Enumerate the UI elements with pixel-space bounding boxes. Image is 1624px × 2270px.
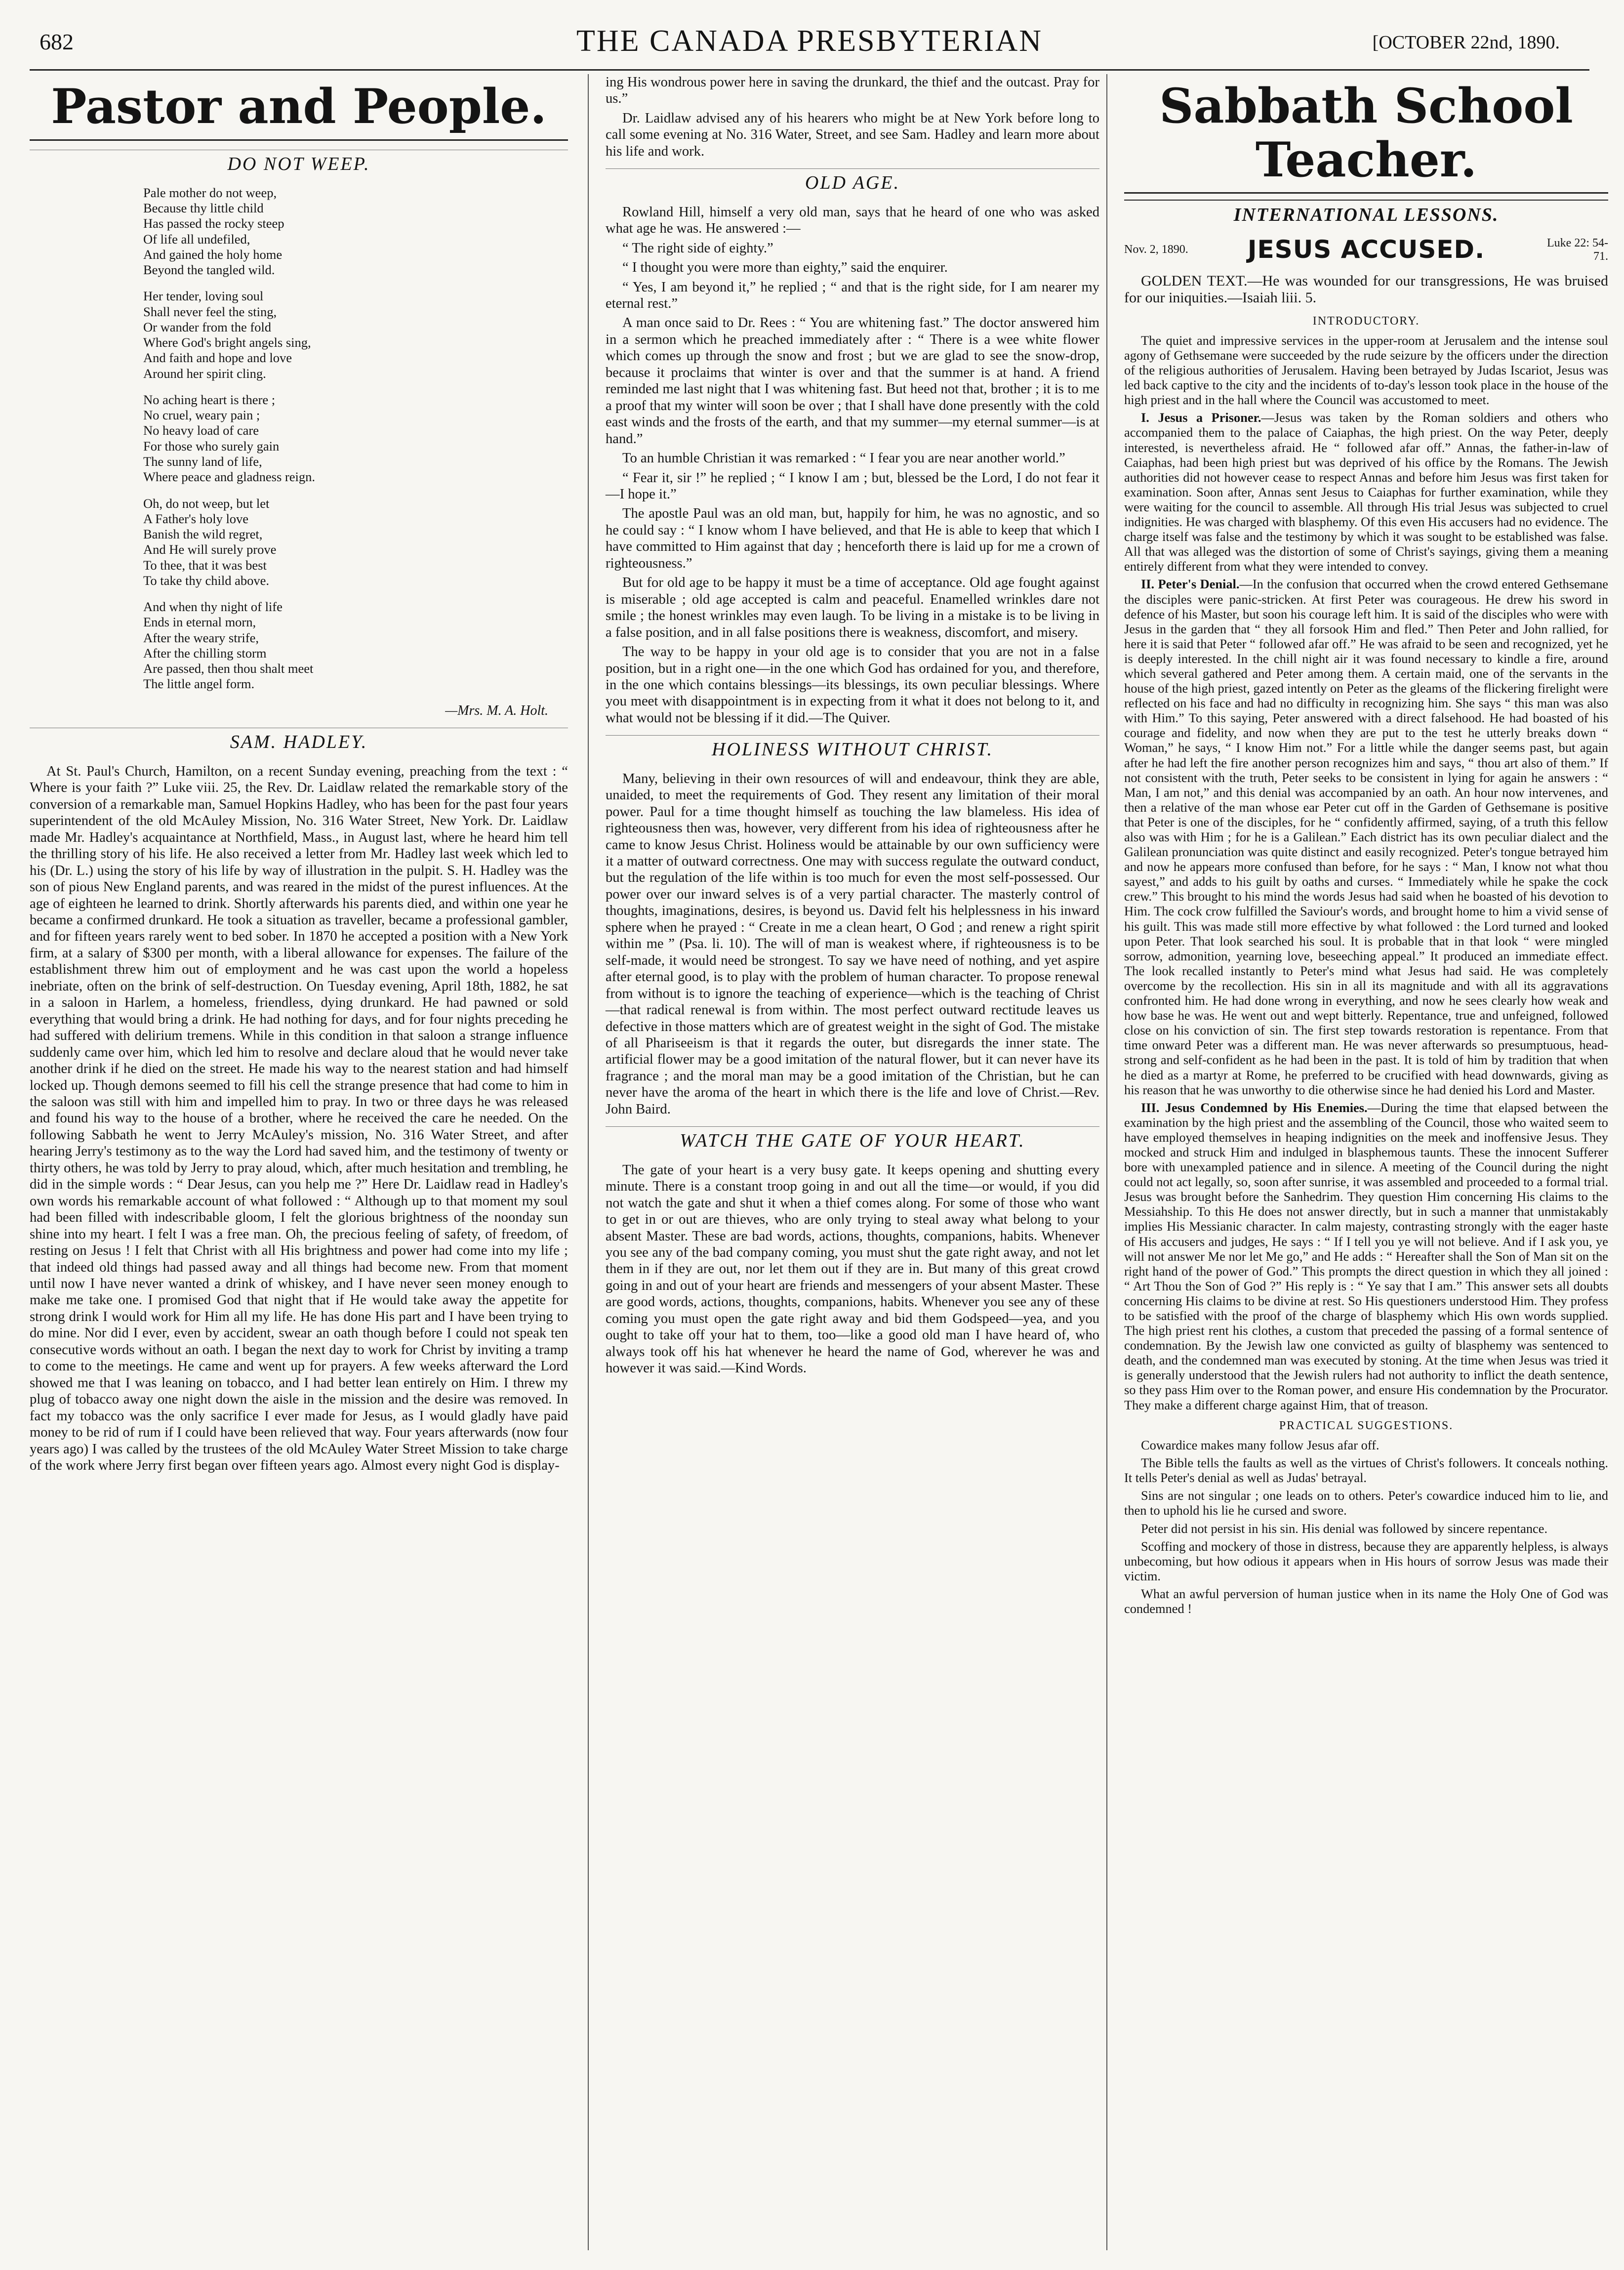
section-lead: I. Jesus a Prisoner. — [1141, 410, 1261, 425]
article-paragraph: But for old age to be happy it must be a time of acceptance. Old age fought against is miserable ; old age accepted is calm and peaceful. Enamelled wrinkles dare not smile ; the honest wrinkles may even laugh. To be living in a mistake is to be living in a false position, and in all false positions there is weakness, discomfort, and misery. — [606, 575, 1099, 640]
article-paragraph: A man once said to Dr. Rees : “ You are whitening fast.” The doctor answered him in a sermon which he preached immediately after : “ There is a wee white flower which comes up through the snow and frost ; but we are glad to see the snow-drop, because it proclaims that winter is over and that the summer is at hand. A friend reminded me last night that I was whitening fast. But heed not that, brother ; it is to me a proof that my winter will soon be over ; that I shall have done presently with the cold east winds and the frosts of the earth, and that my summer—my eternal summer—is at hand.” — [606, 315, 1099, 447]
poem-line: Because thy little child — [143, 201, 264, 216]
column-middle — [588, 74, 1099, 2250]
lesson-section — [1124, 577, 1608, 1097]
suggestion: Scoffing and mockery of those in distress, because they are apparently helpless, is always unbecoming, but how odious it appears when in His hours of sorrow Jesus was made their victim. — [1124, 1538, 1608, 1583]
poem-title: DO NOT WEEP. — [30, 150, 568, 178]
lesson-section — [1124, 410, 1608, 574]
poem-line: Where peace and gladness reign. — [143, 469, 316, 485]
article-title: HOLINESS WITHOUT CHRIST. — [606, 735, 1099, 763]
poem-line: A Father's holy love — [143, 511, 249, 526]
suggestion: What an awful perversion of human justice when in its name the Holy One of God was condemned ! — [1124, 1586, 1608, 1616]
section-heading: Sabbath School Teacher. — [1124, 79, 1608, 194]
article-paragraph: The gate of your heart is a very busy gate. It keeps opening and shutting every minute. There is a constant troop going in and out all the time—or would, if you did not watch the gate and shut it when a thief comes along. For some of those who want to get in or out are thieves, who are only trying to steal away what belong to your absent Master. These are bad words, actions, thoughts, companions, habits. Whenever you see any of the bad company coming, you must shut the gate right away, and not let them in if they are out, nor let them out if they are in. But many of this great crowd going in and out of your heart are friends and messengers of your absent Master. These are good words, actions, thoughts, companions, habits. Whenever you see any of these coming you must open the gate right away and bid them Godspeed—yea, and you ought to take off your hat to them, too—like a good old man I have heard of, who always took off his hat whenever he heard the name of God, wherever he was and however it was said.—Kind Words. — [606, 1162, 1099, 1376]
poem-line: Oh, do not weep, but let — [143, 495, 270, 511]
article-title: OLD AGE. — [606, 168, 1099, 197]
newspaper-title: THE CANADA PRESBYTERIAN — [576, 24, 1043, 58]
article-paragraph: The quiet and impressive services in the upper-room at Jerusalem and the intense soul agony of Gethsemane were succeeded by the rude seizure by the officers under the direction of the religious authorities of Jerusalem. Having been betrayed by Judas Iscariot, Jesus was led back captive to the city and the incidents of to-day's lesson took place in the house of the high priest and in the hall where the Council was accustomed to meet. — [1124, 332, 1608, 408]
international-lessons-heading: INTERNATIONAL LESSONS. — [1124, 200, 1608, 226]
poem-line: Or wander from the fold — [143, 319, 272, 334]
article-paragraph: At St. Paul's Church, Hamilton, on a recent Sunday evening, preaching from the text : “ Where is your faith ?” Luke viii. 25, the Rev. Dr. Laidlaw related the remarkable story of the conversion of a remarkable man, Samuel Hopkins Hadley, who has been for the past four years superintendent of the old McAuley Mission, No. 316 Water Street, New York. Dr. Laidlaw made Mr. Hadley's acquaintance at Northfield, Mass., in August last, where he heard him tell the thrilling story of his life. He also received a letter from Mr. Hadley last week which led to his (Dr. L.) using the story of his life by way of illustration in the pulpit. S. H. Hadley was the son of pious New England parents, and was reared in the midst of the purest influences. At the age of eighteen he learned to drink. Shortly afterwards his parents died, and within one year he became a confirmed drunkard. He took a situation as traveller, became a professional gambler, and for fifteen years rarely went to bed sober. In 1870 he accepted a position with a New York firm, at a salary of $300 per month, with a liberal allowance for expenses. The failure of the establishment threw him out of employment and he was cast upon the world a hopeless inebriate, often on the brink of self-destruction. On Tuesday evening, April 18th, 1882, he sat in a saloon in Harlem, a homeless, friendless, dying drunkard. He had pawned or sold everything that would bring a drink. He had nothing for days, and for four nights preceding he had suffered with delirium tremens. While in this condition in that saloon a strange influence suddenly came over him, which led him to resolve and declare aloud that he would never take another drink if he died on the street. He made his way to the nearest station and had himself locked up. Though demons seemed to fill his cell the strange presence that had come to him in the saloon was still with him and impelled him to pray. In two or three days he was released and found his way to the house of a brother, where he received the care he needed. On the following Sabbath he went to Jerry McAuley's mission, No. 316 Water Street, and after hearing Jerry's testimony as to the way the Lord had saved him, and the testimony of twenty or thirty others, he was told by Jerry to pray aloud, which, after much hesitation and trembling, he did in the simple words : “ Dear Jesus, can you help me ?” Here Dr. Laidlaw read in Hadley's own words his remarkable account of what followed : “ Although up to that moment my soul had been filled with indescribable gloom, I felt the glorious brightness of the noonday sun shine into my heart. I felt I was a free man. Oh, the precious feeling of safety, of freedom, of resting on Jesus ! I felt that Christ with all His brightness and power had come into my life ; that indeed old things had passed away and all things had become new. From that moment until now I have never wanted a drink of whiskey, and I have never seen money enough to make me take one. I promised God that night that if He would take away the appetite for strong drink I would work for Him all my life. He has done His part and I have been trying to do mine. Nor did I ever, even by accident, swear an oath though before I could not speak ten consecutive words without an oath. I began the next day to work for Christ by inviting a tramp to come to the meetings. He came and went up for prayers. A few weeks afterward the Lord showed me that I was leaning on tobacco, and I had better lean entirely on Him. I threw my plug of tobacco away one night down the aisle in the mission and the desire was removed. In fact my tobacco was the only sacrifice I ever made for Jesus, as I would gladly have paid money to be rid of rum if I could have been relieved that way. Four years afterwards (now four years ago) I was called by the trustees of the old McAuley Water Street Mission to take charge of the work where Jerry first began over fifteen years ago. Almost every night God is display- — [30, 763, 568, 1473]
article-title: SAM. HADLEY. — [30, 728, 568, 756]
masthead — [30, 20, 1589, 71]
poem-line: No cruel, weary pain ; — [143, 408, 260, 423]
poem-line: To thee, that it was best — [143, 557, 267, 573]
section-text: —During the time that elapsed between the examination by the high priest and the assembling of the Council, those who waited seem to have employed themselves in heaping indignities on the meek and inoffensive Jesus. They mocked and struck Him and indulged in blasphemous taunts. These the innocent Sufferer bore with unexampled patience and in silence. A meeting of the Council during the night could not act legally, so, soon after sunrise, it was assembled and proceeded to a formal trial. Jesus was brought before the Sanhedrim. They question Him concerning His claims to the Messiahship. To this He does not answer directly, but in such a manner that unmistakably implies His Messianic character. In calm majesty, contrasting strongly with the eager haste of His accusers and judges, He says : “ If I tell you ye will not believe. And if I ask you, ye will not answer Me nor let Me go,” and He adds : “ Hereafter shall the Son of Man sit on the right hand of the power of God.” This prompts the direct question in which they all joined : “ Art Thou the Son of God ?” His reply is : “ Ye say that I am.” This answer sets all doubts concerning His claims to be divine at rest. So His questioners understood Him. They profess to be satisfied with the proof of the charge of blasphemy which His own words supplied. The high priest rent his clothes, a custom that preceded the passing of a formal sentence of condemnation. By the Jewish law one convicted as guilty of blasphemy was sentenced to death, and the condemned man was executed by stoning. At the time when Jesus was tried it is generally understood that the Jewish rulers had not authority to inflict the death sentence, so they pass Him over to the Roman power, and ensure His condemnation by the Procurator. They make a different charge against Him, that of treason. — [1124, 1100, 1608, 1412]
article-paragraph: To an humble Christian it was remarked : “ I fear you are near another world.” — [622, 451, 1065, 466]
section-heading: Pastor and People. — [30, 79, 568, 141]
poem-line: Are passed, then thou shalt meet — [143, 661, 314, 676]
stanza — [143, 392, 568, 485]
lesson-reference: Luke 22: 54-71. — [1547, 237, 1608, 263]
section-text: —Jesus was taken by the Roman soldiers and others who accompanied them to the palace of Caiaphas, the high priest. On the way Peter, deeply interested, is nevertheless afraid. He “ followed afar off.” Annas, the father-in-law of Caiaphas, had been high priest but was deprived of his office by the Romans. The Jewish authorities did not however cease to respect Annas and before him Jesus was first taken for examination. Soon after, Annas sent Jesus to Caiaphas for further examination, while they were waiting for the council to assemble. All through His trial Jesus was subjected to cruel indignities. He was charged with blasphemy. Of this even His accusers had no evidence. The charge itself was false and the testimony by which it was sought to be established was false. All that was alleged was the distortion of some of Christ's sayings, giving them a meaning entirely different from what they were intended to convey. — [1124, 410, 1608, 574]
poem-line: The little angel form. — [143, 676, 255, 692]
introductory-label: INTRODUCTORY. — [1312, 314, 1420, 328]
poem-line: And faith and hope and love — [143, 350, 292, 366]
article-paragraph: “ The right side of eighty.” — [622, 240, 773, 256]
stanza — [143, 289, 568, 381]
poem-attribution: —Mrs. M. A. Holt. — [445, 702, 548, 718]
poem-line: Beyond the tangled wild. — [143, 262, 275, 278]
poem-line: Shall never feel the sting, — [143, 304, 277, 319]
poem-line: No heavy load of care — [143, 423, 259, 438]
poem-line: After the chilling storm — [143, 645, 267, 660]
issue-date: [OCTOBER 22nd, 1890. — [1372, 32, 1560, 53]
article-paragraph: ing His wondrous power here in saving the drunkard, the thief and the outcast. Pray for us.” — [606, 75, 1099, 107]
poem-line: Has passed the rocky steep — [143, 216, 284, 231]
page-number: 682 — [40, 29, 74, 54]
poem — [143, 185, 568, 692]
stanza — [143, 185, 568, 278]
article-title: WATCH THE GATE OF YOUR HEART. — [606, 1126, 1099, 1155]
poem-line: Her tender, loving soul — [143, 289, 264, 304]
poem-line: Where God's bright angels sing, — [143, 335, 311, 350]
article-paragraph: The apostle Paul was an old man, but, happily for him, he was no agnostic, and so he could say : “ I know whom I have believed, and that He is able to keep that which I have committed to Him against that day ; henceforth there is laid up for me a crown of righteousness.” — [606, 506, 1099, 571]
poem-line: And He will surely prove — [143, 542, 277, 557]
article-paragraph: “ Yes, I am beyond it,” he replied ; “ and that is the right side, for I am nearer my eternal rest.” — [606, 279, 1099, 311]
poem-line: After the weary strife, — [143, 630, 259, 645]
poem-line: And gained the holy home — [143, 247, 283, 262]
section-text: —In the confusion that occurred when the crowd entered Gethsemane the disciples were panic-stricken. At first Peter was courageous. He drew his sword in defence of his Master, but soon his courage left him. It is said of the disciples who were with Jesus in the garden that “ they all forsook Him and fled.” Then Peter and John rallied, for here it is said that Peter “ followed afar off.” He was afraid to be seen and recognized, yet he is deeply interested. In the chill night air it was found necessary to kindle a fire, around which several gathered and Peter among them. A certain maid, one of the servants in the house of the high priest, gazed intently on Peter as the gleams of the flickering firelight were reflected on his face and had no difficulty in recognizing him. She says “ this man was also with Him.” To this saying, Peter answered with a direct falsehood. He had boasted of his courage and fidelity, and now when they are put to the test he utterly breaks down “ Woman,” he says, “ I know Him not.” For a little while the danger seems past, but again after he had left the fire another person recognizes him and says, “ thou art also of them.” If not consistent with the truth, Peter seeks to be consistent in lying for again he answers : “ Man, I am not,” and this denial was accompanied by an oath. An hour now intervenes, and then a relative of the man whose ear Peter cut off in the Garden of Gethsemane is positive that Peter is one of the disciples, for he “ confidently affirmed, saying, of a truth this fellow also was with Him ; for he is a Galilean.” Each district has its own peculiar dialect and the Galilean pronunciation was quite distinct and easily recognized. Peter's tongue betrayed him and now he appears more confused than before, for he says : “ Man, I know not what thou sayest,” and adds to his guilt by oaths and curses. “ Immediately while he spake the cock crew.” This brought to his mind the words Jesus had said when he boasted of his devotion to Him. The cock crow fulfilled the Saviour's words, and brought home to him a vivid sense of his guilt. This was made still more effective by what followed : the Lord turned and looked upon Peter. That look searched his soul. It is probable that in that look “ were mingled sorrow, admonition, yearning love, beseeching appeal.” It produced an immediate effect. The look recalled instantly to Peter's mind what Jesus had said. He was completely overcome by the recollection. His sin in all its magnitude and with all its aggravations confronted him. He had done wrong in everything, and now he sees clearly how weak and how base he was. He went out and wept bitterly. Repentance, true and unfeigned, followed close on his conviction of sin. The first step towards restoration is repentance. From that time onward Peter was a different man. He was never afterwards so presumptuous, head-strong and self-confident as he had been in the past. It is told of him by tradition that when he died as a martyr at Rome, he preferred to be crucified with head downwards, giving as his reason that he was unworthy to die otherwise since he had denied his Lord and Master. — [1124, 577, 1608, 1097]
poem-line: Of life all undefiled, — [143, 231, 250, 247]
poem-line: For those who surely gain — [143, 438, 280, 454]
stanza — [143, 496, 568, 589]
article-paragraph: “ Fear it, sir !” he replied ; “ I know I am ; but, blessed be the Lord, I do not fear it—I hope it.” — [606, 470, 1099, 502]
poem-line: No aching heart is there ; — [143, 392, 276, 407]
lesson-header — [1124, 236, 1608, 264]
poem-line: To take thy child above. — [143, 573, 269, 588]
suggestion: The Bible tells the faults as well as the virtues of Christ's followers. It conceals nothing. It tells Peter's denial as well as Judas' betrayal. — [1124, 1455, 1608, 1486]
columns — [30, 74, 1608, 2250]
poem-line: Around her spirit cling. — [143, 366, 266, 381]
article-paragraph: Rowland Hill, himself a very old man, says that he heard of one who was asked what age he was. He answered :— — [606, 204, 1099, 237]
section-lead: III. Jesus Condemned by His Enemies. — [1141, 1100, 1368, 1115]
poem-line: And when thy night of life — [143, 599, 283, 615]
column-pastor-and-people — [30, 74, 568, 2250]
stanza — [143, 599, 568, 692]
article-paragraph: The way to be happy in your old age is to consider that you are not in a false position, but in a right one—in the one which God has ordained for you, and therefore, in the one which contains blessings—its blessings, its own peculiar blessings. Where you meet with disappointment is in expecting from it what it does not belong to it, and what would not be blessing if it did.—The Quiver. — [606, 644, 1099, 726]
suggestion: Peter did not persist in his sin. His denial was followed by sincere repentance. — [1141, 1521, 1548, 1536]
lesson-date: Nov. 2, 1890. — [1124, 243, 1188, 256]
poem-line: The sunny land of life, — [143, 454, 262, 469]
section-lead: II. Peter's Denial. — [1141, 577, 1240, 592]
golden-text: GOLDEN TEXT.—He was wounded for our transgressions, He was bruised for our iniquities.—Isaiah liii. 5. — [1124, 273, 1608, 306]
article-paragraph: “ I thought you were more than eighty,” said the enquirer. — [622, 260, 948, 276]
lesson-title: JESUS ACCUSED. — [1247, 235, 1485, 264]
poem-line: Pale mother do not weep, — [143, 185, 277, 200]
poem-line: Ends in eternal morn, — [143, 615, 256, 630]
article-paragraph: Dr. Laidlaw advised any of his hearers who might be at New York before long to call some evening at No. 316 Water, Street, and see Sam. Hadley and learn more about his life and work. — [606, 110, 1099, 159]
poem-line: Banish the wild regret, — [143, 527, 263, 542]
column-sabbath-school — [1106, 74, 1608, 2250]
lesson-section — [1124, 1100, 1608, 1412]
practical-suggestions-label: PRACTICAL SUGGESTIONS. — [1279, 1419, 1454, 1432]
suggestion: Cowardice makes many follow Jesus afar off. — [1141, 1438, 1380, 1453]
article-paragraph: Many, believing in their own resources of will and endeavour, think they are able, unaided, to meet the requirements of God. They resent any limitation of their moral power. Paul for a time thought himself as touching the law blameless. His idea of righteousness then was, however, very different from his idea of righteousness after he came to know Jesus Christ. Holiness would be attainable by our own sufficiency were it a matter of outward correctness. One may with success regulate the outward conduct, but the regulation of the life within is too much for even the most self-possessed. Our power over our inward selves is of a very partial character. The masterly control of thoughts, imaginations, desires, is beyond us. David felt his helplessness in his inward sphere when he prayed : “ Create in me a clean heart, O God ; and renew a right spirit within me ” (Psa. li. 10). The will of man is weakest where, if righteousness is to be self-made, it would need be strongest. To say we have need of nothing, and yet aspire after eternal good, is to play with the problem of human character. To propose renewal from without is to ignore the teaching of experience—which is the teaching of Christ—that radical renewal is from within. The most perfect outward rectitude leaves us defective in those matters which are of greatest weight in the sight of God. The mistake of all Phariseeism is that it regards the outer, but disregards the inner state. The artificial flower may be a good imitation of the natural flower, but it can never have its fragrance ; and the moral man may be a good imitation of the Christian, but he can never have the aroma of the heart in which there is the life and love of Christ.—Rev. John Baird. — [606, 771, 1099, 1117]
suggestion: Sins are not singular ; one leads on to others. Peter's cowardice induced him to lie, and then to uphold his lie he cursed and swore. — [1124, 1488, 1608, 1518]
